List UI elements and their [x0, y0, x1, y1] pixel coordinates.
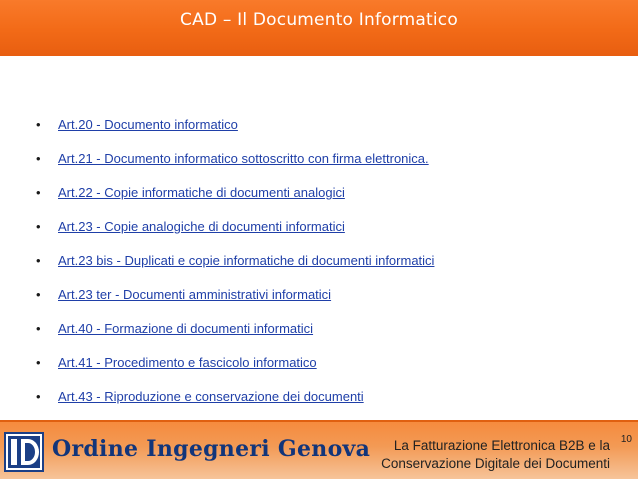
article-link-23-bis[interactable]: Art.23 bis - Duplicati e copie informatiche di documenti informatici	[58, 253, 435, 268]
bullet: •	[36, 355, 41, 370]
list-item	[36, 117, 596, 151]
article-list	[36, 117, 596, 423]
course-title	[360, 437, 610, 473]
article-link-23-ter[interactable]: Art.23 ter - Documenti amministrativi informatici	[58, 287, 332, 302]
course-title-line-2: Conservazione Digitale dei Documenti	[381, 456, 610, 471]
list-item	[36, 151, 596, 185]
list-item	[36, 321, 596, 355]
slide-title: CAD – Il Documento Informatico	[180, 10, 458, 30]
bullet: •	[36, 253, 41, 268]
bullet: •	[36, 287, 41, 302]
article-link-41[interactable]: Art.41 - Procedimento e fascicolo informatico	[58, 355, 317, 370]
ordine-ingegneri-logo-icon	[4, 432, 44, 472]
bullet: •	[36, 185, 41, 200]
list-item	[36, 389, 596, 423]
list-item	[36, 355, 596, 389]
article-link-40[interactable]: Art.40 - Formazione di documenti informatici	[58, 321, 314, 336]
bullet: •	[36, 117, 41, 132]
footer-divider	[0, 420, 638, 422]
bullet: •	[36, 389, 41, 404]
slide-header	[0, 0, 638, 56]
list-item	[36, 253, 596, 287]
bullet: •	[36, 219, 41, 234]
list-item	[36, 287, 596, 321]
bullet: •	[36, 321, 41, 336]
article-link-43[interactable]: Art.43 - Riproduzione e conservazione dei documenti	[58, 389, 364, 404]
list-item	[36, 219, 596, 253]
course-title-line-1: La Fatturazione Elettronica B2B e la	[393, 438, 610, 453]
logo-wordmark: Ordine Ingegneri Genova	[52, 436, 371, 462]
article-link-22[interactable]: Art.22 - Copie informatiche di documenti analogici	[58, 185, 345, 200]
article-link-23[interactable]: Art.23 - Copie analogiche di documenti informatici	[58, 219, 345, 234]
article-link-21[interactable]: Art.21 - Documento informatico sottoscritto con firma elettronica.	[58, 151, 429, 166]
page-number: 10	[620, 434, 632, 445]
list-item	[36, 185, 596, 219]
article-link-20[interactable]: Art.20 - Documento informatico	[58, 117, 238, 132]
bullet: •	[36, 151, 41, 166]
